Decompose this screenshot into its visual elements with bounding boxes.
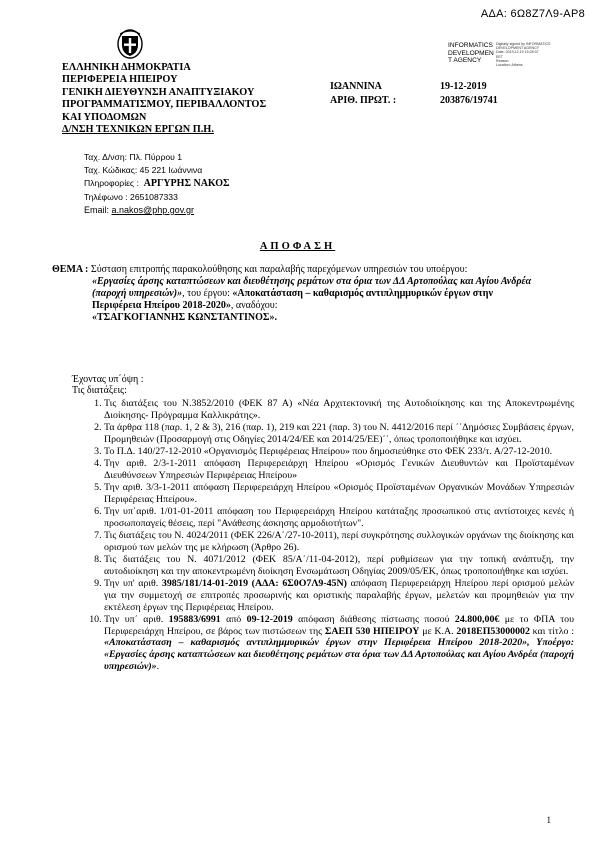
item-text: από: [220, 613, 247, 625]
organization-header: [62, 62, 266, 136]
item-text: Τις διατάξεις του Ν. 4024/2011 (ΦΕΚ 226/Α΄/27-10-2011), περί συγκρότησης συλλογικών οργάνων της διοίκησης και ορισμού των μελών της με κλήρωση (Άρθρο 26).: [104, 530, 574, 553]
item-text: με το ΦΠΑ του Περιφερειάρχη Ηπείρου, σε βάρος των πιστώσεων της: [104, 613, 574, 637]
contact-block: [84, 151, 230, 217]
org-line: ΠΡΟΓΡΑΜΜΑΤΙΣΜΟΥ, ΠΕΡΙΒΑΛΛΟΝΤΟΣ: [62, 99, 267, 111]
intro-block: [72, 374, 144, 397]
item-text: Το Π.Δ. 140/27-12-2010 «Οργανισμός Περιφέρειας Ηπείρου» που δημοσιεύθηκε στο ΦΕΚ 233/τ. Α/27-12-2010.: [104, 445, 553, 457]
info-name: ΑΡΓΥΡΗΣ ΝΑΚΟΣ: [143, 178, 230, 190]
greek-emblem-icon: [116, 26, 144, 60]
subproject-title: «Εργασίες άρσης καταπτώσεων και διευθέτησης ρεμάτων στα όρια των ΔΔ Αρτοπούλας και Αγίου Ανδρέα (παροχή υπηρεσιών)»: [92, 276, 532, 299]
project-title: «Αποκατάσταση – καθαρισμός αντιπλημμυρικών έργων στην Περιφέρεια Ηπείρου 2018-2020», Υποέργο: «Εργασίες άρσης καταπτώσεων και διευθέτησης ρεμάτων στα όρια των ΔΔ Αρτοπούλας και Αγίου Ανδρέα (παροχή υπηρεσιών)»: [104, 637, 574, 673]
org-line: ΕΛΛΗΝΙΚΗ ΔΗΜΟΚΡΑΤΙΑ: [62, 62, 191, 73]
contractor-name: «ΤΣΑΓΚΟΓΙΑΝΝΗΣ ΚΩΝΣΤΑΝΤΙΝΟΣ».: [92, 312, 277, 323]
email-link[interactable]: a.nakos@php.gov.gr: [111, 204, 195, 215]
list-item: [104, 422, 574, 446]
protocol-number: 203876/19741: [440, 95, 498, 106]
item-text: Την αριθ. 3/3-1-2011 απόφαση Περιφερειάρχη Ηπείρου «Ορισμός Προϊσταμένων Οργανικών Μονάδων Υπηρεσιών Περιφέρειας Ηπείρου».: [104, 482, 574, 505]
decision-ref: 195883/6991: [168, 613, 221, 625]
reference-block: [330, 80, 498, 108]
ka-code: 2018ΕΠ53000002: [456, 625, 530, 637]
digital-signature-name: [448, 42, 494, 65]
org-line: Δ/ΝΣΗ ΤΕΧΝΙΚΩΝ ΕΡΓΩΝ Π.Η.: [62, 124, 214, 136]
item-text: Την υπ΄αριθ. 1/01-01-2011 απόφαση του Περιφερειάρχη Ηπείρου κατάταξης προσωπικού στις αντίστοιχες κενές ή προσωποπαγείς θέσεις, περί "Ανάθεσης άσκησης αρμοδιοτήτων".: [104, 506, 574, 529]
org-line: ΓΕΝΙΚΗ ΔΙΕΥΘΥΝΣΗ ΑΝΑΠΤΥΞΙΑΚΟΥ: [62, 86, 255, 98]
subject-text: Σύσταση επιτροπής παρακολούθησης και παραλαβής παρεχόμενων υπηρεσιών του υπoέργου:: [88, 264, 468, 275]
project-title: «Αποκατάσταση – καθαρισμός αντιπλημμυρικών έργων στην Περιφέρεια Ηπείρου 2018-2020»: [92, 288, 493, 311]
signer-line: T AGENCY: [448, 57, 482, 65]
info-label: Πληροφορίες :: [84, 178, 139, 189]
email-label: Email:: [84, 204, 110, 215]
budget-code: ΣΑΕΠ 530 ΗΠΕΙΡΟΥ: [324, 625, 420, 637]
subject-block: [52, 264, 532, 324]
email-row: [84, 204, 230, 217]
list-item: [104, 554, 574, 578]
signer-line: INFORMATICS: [448, 42, 493, 49]
ada-code: ΑΔΑ: 6Ω8Ζ7Λ9-ΑΡ8: [480, 8, 585, 20]
list-item: [104, 506, 574, 530]
signature-detail: Location: Athens: [496, 63, 523, 68]
digital-signature-details: [496, 42, 556, 67]
protocol-label: ΑΡΙΘ. ΠΡΩΤ. :: [330, 95, 397, 106]
info-row: [84, 177, 230, 190]
item-text: Την αριθ. 2/3-1-2011 απόφαση Περιφερειάρχη Ηπείρου «Ορισμός Γενικών Διευθυντών και Προϊσταμένων Διευθύνσεων Υπηρεσιών Περιφέρειας Ηπείρου»: [104, 458, 574, 481]
signature-detail: Digitally signed by INFORMATICS: [496, 42, 551, 46]
org-line: ΠΕΡΙΦΕΡΕΙΑ ΗΠΕΙΡΟΥ: [62, 74, 178, 86]
item-text: και τίτλο :: [529, 625, 574, 637]
item-text: Τις διατάξεις του Ν. 4071/2012 (ΦΕΚ 85/Α΄/11-04-2012), περί ρυθμίσεων για την τοπική ανάπτυξη, την αυτοδιοίκηση και την αποκεντρωμένη διοίκηση Ενσωμάτωση Οδηγίας 2009/05/ΕΚ, όπως τροποποιήθηκε και ισχύει.: [104, 554, 574, 577]
phone: Τηλέφωνο : 2651087333: [84, 191, 178, 202]
org-line: ΚΑΙ ΥΠΟΔΟΜΩΝ: [62, 111, 147, 123]
list-item: [104, 482, 574, 506]
subject-body: [52, 276, 532, 324]
document-date: 19-12-2019: [440, 81, 487, 92]
decision-ref: 3985/181/14-01-2019 (ΑΔΑ: 6Σ0Ο7Λ9-45Ν): [161, 578, 347, 590]
provisions-list: [72, 398, 574, 673]
list-item: [104, 446, 574, 458]
item-text: .: [156, 661, 160, 673]
list-item: [104, 530, 574, 554]
page-title: ΑΠΟΦΑΣΗ: [259, 241, 336, 252]
list-item: [104, 614, 574, 673]
amount: 24.800,00€: [454, 613, 500, 625]
decision-date: 09-12-2019: [246, 613, 293, 625]
page-number: 1: [546, 815, 551, 825]
list-item: [104, 578, 574, 613]
intro-line: Τις διατάξεις:: [72, 385, 127, 397]
list-item: [104, 458, 574, 482]
signature-detail: DEVELOPMENT AGENCY: [496, 46, 540, 51]
item-text: απόφαση διάθεσης πίστωσης ποσού: [292, 613, 455, 625]
address: Ταχ. Δ/νση: Πλ. Πύρρου 1: [84, 152, 182, 162]
signer-line: DEVELOPMEN: [448, 49, 494, 57]
item-text: με Κ.Α.: [419, 625, 457, 637]
item-text: Την υπ' αριθ.: [104, 578, 162, 590]
item-text: Τις διατάξεις του Ν.3852/2010 (ΦΕΚ 87 Α) «Νέα Αρχιτεκτονική της Αυτοδιοίκησης και της Αποκεντρωμένης Διοίκησης- Πρόγραμμα Καλλικράτης».: [104, 398, 574, 421]
signature-detail: EET: [496, 54, 503, 59]
city: ΙΩΑΝΝΙΝΑ: [330, 81, 382, 92]
subject-label: ΘΕΜΑ :: [52, 264, 89, 275]
postal-code: Ταχ. Κώδικας: 45 221 Ιωάννινα: [84, 165, 203, 176]
intro-line: Έχοντας υπ΄όψη :: [72, 374, 144, 385]
list-item: [104, 398, 574, 422]
signature-detail: Reason:: [496, 58, 510, 63]
item-text: Τα άρθρα 118 (παρ. 1, 2 & 3), 216 (παρ. 1), 219 και 221 (παρ. 3) του Ν. 4412/2016 περί ΄΄Δημόσιες Συμβάσεις έργων, Προμηθειών (Προσαρμογή στις Οδηγίες 2014/24/ΕΕ και 2014/25/ΕΕ)΄΄, όπως τροποποιήθηκε και ισχύει.: [104, 421, 574, 445]
item-text: Την υπ΄ αριθ.: [104, 613, 169, 625]
subject-connector: , αναδόχου:: [230, 300, 278, 311]
signature-detail: Date: 2019.12.19 15:28:37: [496, 50, 539, 55]
item-text: απόφαση Περιφερειάρχη Ηπείρου περί ορισμού μελών για την συμμετοχή σε επιτροπές προσωρινής και οριστικής παραλαβής έργων, μελετών και προμηθειών για την εκτέλεση έργων της Περιφέρειας Ηπείρου.: [104, 578, 574, 613]
subject-connector: , του έργου:: [182, 288, 233, 299]
